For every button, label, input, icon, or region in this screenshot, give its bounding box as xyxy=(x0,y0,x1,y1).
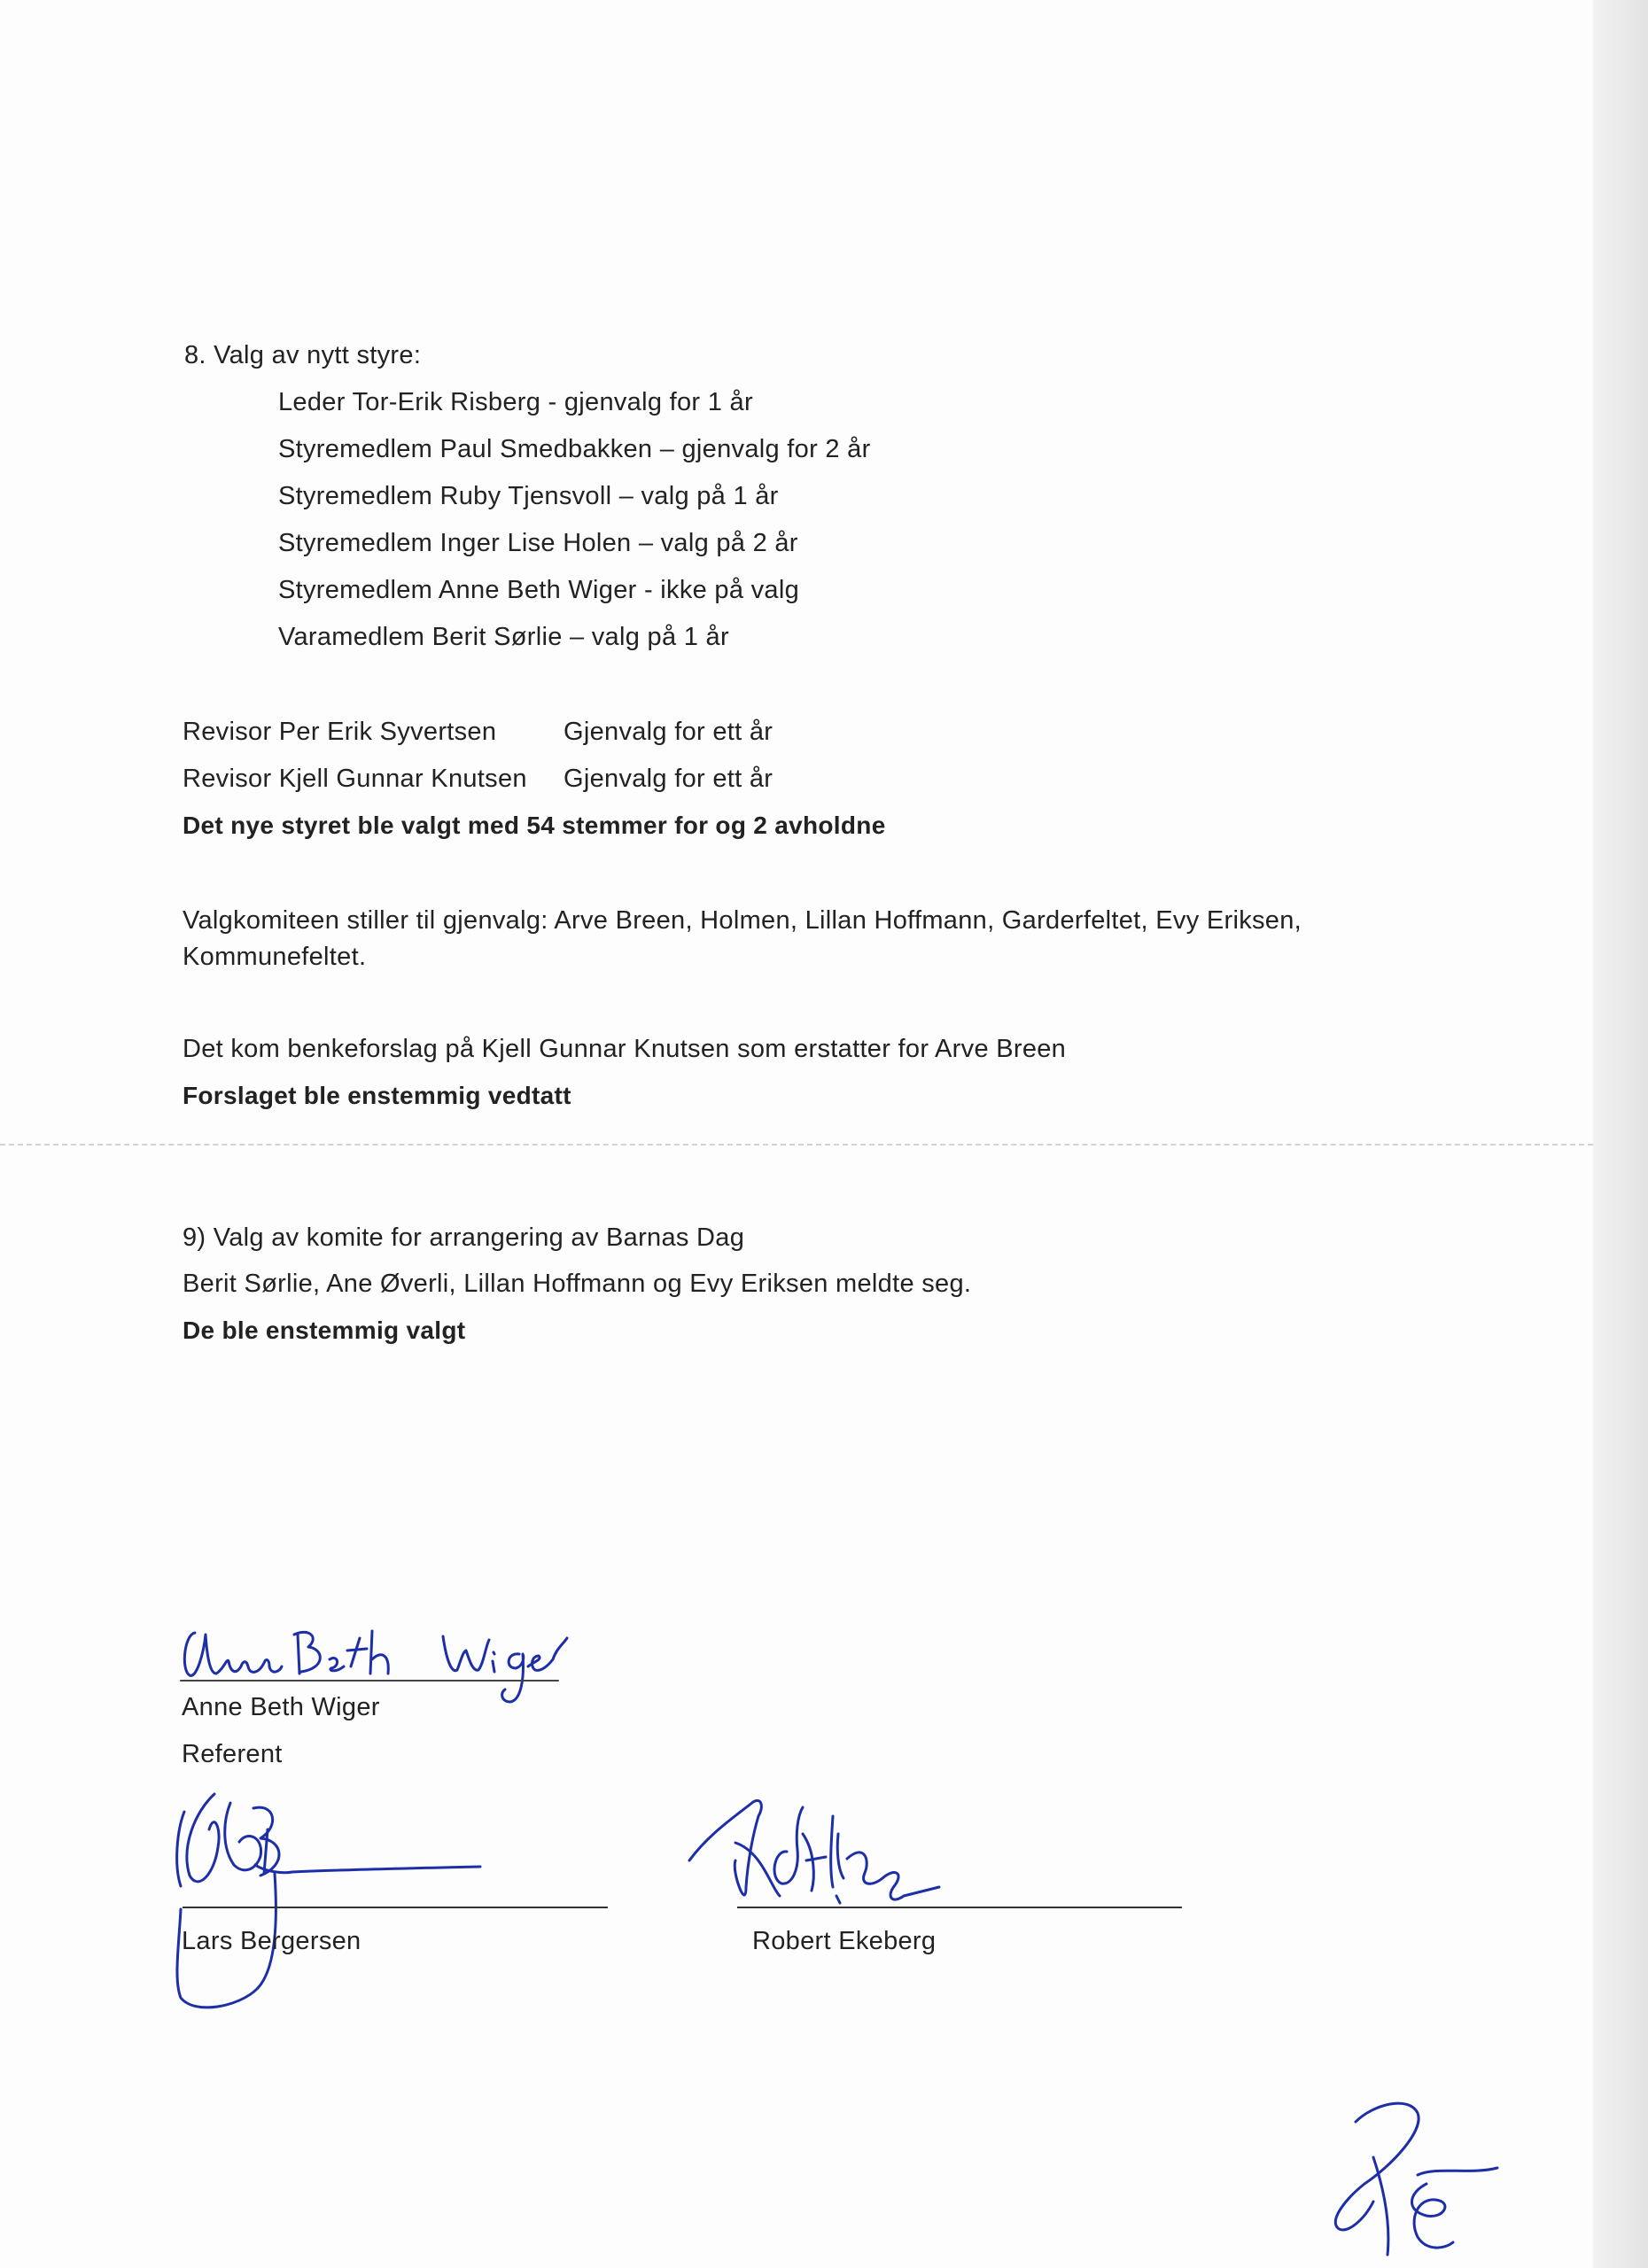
board-member-line: Varamedlem Berit Sørlie – valg på 1 år xyxy=(278,623,729,651)
referent-name: Anne Beth Wiger xyxy=(182,1693,380,1721)
initials-signature xyxy=(1320,2086,1515,2264)
signature-robert-ekeberg xyxy=(682,1781,1001,1914)
auditor-name: Revisor Per Erik Syvertsen xyxy=(183,718,497,746)
auditor-row xyxy=(183,716,773,748)
election-result: Det nye styret ble valgt med 54 stemmer for og 2 avholdne xyxy=(183,812,886,839)
proposal-text: Det kom benkeforslag på Kjell Gunnar Knutsen som erstatter for Arve Breen xyxy=(183,1035,1067,1063)
section9-heading: 9) Valg av komite for arrangering av Barnas Dag xyxy=(183,1223,745,1252)
signature-line-left xyxy=(183,1907,608,1908)
section8-heading: 8. Valg av nytt styre: xyxy=(184,341,422,369)
referent-role: Referent xyxy=(182,1740,283,1768)
board-member-line: Styremedlem Paul Smedbakken – gjenvalg for 2 år xyxy=(278,435,871,463)
auditor-row xyxy=(183,763,773,795)
board-member-line: Styremedlem Inger Lise Holen – valg på 2 år xyxy=(278,529,798,557)
section9-volunteers: Berit Sørlie, Ane Øverli, Lillan Hoffmann og Evy Eriksen meldte seg. xyxy=(183,1270,972,1298)
proposal-result: Forslaget ble enstemmig vedtatt xyxy=(183,1082,571,1109)
signature-lars-bergersen xyxy=(168,1776,505,2042)
page-edge xyxy=(1593,0,1648,2268)
committee-text-line2: Kommunefeltet. xyxy=(183,943,367,971)
board-member-line: Leder Tor-Erik Risberg - gjenvalg for 1 år xyxy=(278,388,753,416)
auditor-name: Revisor Kjell Gunnar Knutsen xyxy=(183,765,527,793)
board-member-line: Styremedlem Ruby Tjensvoll – valg på 1 år xyxy=(278,482,779,510)
signer-right-name: Robert Ekeberg xyxy=(752,1927,937,1955)
auditor-status: Gjenvalg for ett år xyxy=(564,718,773,746)
section9-result: De ble enstemmig valgt xyxy=(183,1317,466,1344)
signature-line-right xyxy=(737,1907,1182,1908)
signer-left-name: Lars Bergersen xyxy=(182,1927,361,1955)
auditor-status: Gjenvalg for ett år xyxy=(564,765,773,793)
board-member-line: Styremedlem Anne Beth Wiger - ikke på valg xyxy=(278,576,800,604)
committee-text-line1: Valgkomiteen stiller til gjenvalg: Arve Breen, Holmen, Lillan Hoffmann, Garderfeltet, Evy Eriksen, xyxy=(183,906,1302,935)
